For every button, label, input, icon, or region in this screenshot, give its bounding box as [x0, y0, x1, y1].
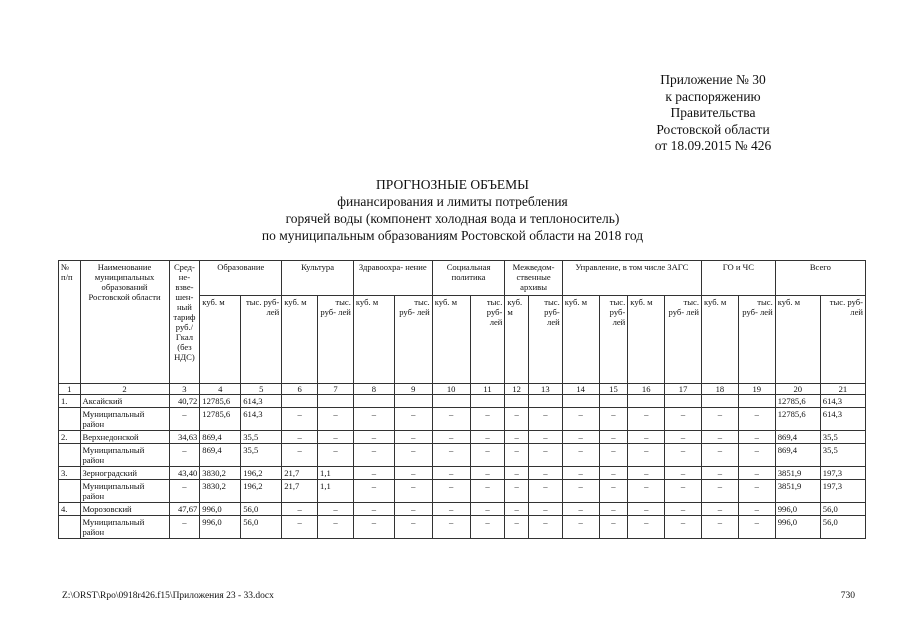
- table-cell: –: [282, 444, 318, 467]
- sub-cub: куб. м: [432, 296, 470, 384]
- row-name: Аксайский: [80, 395, 169, 408]
- table-cell: –: [702, 516, 739, 539]
- table-cell: –: [738, 467, 775, 480]
- table-cell: –: [665, 467, 702, 480]
- table-cell: 869,4: [775, 431, 820, 444]
- table-row: [59, 395, 866, 408]
- table-row: [59, 444, 866, 467]
- table-row: [59, 503, 866, 516]
- row-number: [59, 480, 81, 503]
- table-row: [59, 431, 866, 444]
- table-cell: –: [738, 408, 775, 431]
- table-cell: [528, 395, 562, 408]
- header-group-social: Социальная политика: [432, 261, 505, 296]
- table-cell: 614,3: [241, 395, 282, 408]
- sub-rub: тыс. руб- лей: [738, 296, 775, 384]
- table-cell: –: [702, 480, 739, 503]
- table-cell: –: [470, 431, 505, 444]
- table-cell: 43,40: [169, 467, 200, 480]
- page-number: 730: [840, 591, 855, 601]
- table-cell: 3851,9: [775, 480, 820, 503]
- table-cell: –: [599, 480, 628, 503]
- appendix-line: Правительства: [670, 105, 756, 120]
- table-cell: 47,67: [169, 503, 200, 516]
- column-number: 8: [353, 384, 394, 395]
- header-row: [59, 261, 866, 296]
- table-cell: –: [528, 408, 562, 431]
- table-cell: 996,0: [775, 516, 820, 539]
- sub-cub: куб. м: [775, 296, 820, 384]
- table-cell: –: [432, 480, 470, 503]
- table-cell: 996,0: [200, 503, 241, 516]
- table-cell: 56,0: [241, 516, 282, 539]
- table-cell: –: [738, 431, 775, 444]
- table-cell: –: [282, 408, 318, 431]
- sub-rub: тыс. руб- лей: [599, 296, 628, 384]
- table-cell: 35,5: [820, 444, 865, 467]
- table-cell: –: [282, 516, 318, 539]
- table-cell: –: [169, 516, 200, 539]
- table-cell: 3851,9: [775, 467, 820, 480]
- table-cell: –: [528, 480, 562, 503]
- table-cell: –: [470, 444, 505, 467]
- header-group-culture: Культура: [282, 261, 354, 296]
- table-cell: –: [470, 480, 505, 503]
- table-cell: 614,3: [820, 408, 865, 431]
- column-number: 3: [169, 384, 200, 395]
- table-cell: [562, 395, 599, 408]
- file-path: Z:\ORST\Rpo\0918r426.f15\Приложения 23 - 33.docx: [62, 591, 274, 601]
- table-cell: –: [599, 467, 628, 480]
- appendix-header: [613, 72, 813, 155]
- table-cell: –: [628, 516, 665, 539]
- table-cell: –: [562, 480, 599, 503]
- table-cell: –: [169, 480, 200, 503]
- table-cell: –: [738, 503, 775, 516]
- appendix-line: Ростовской области: [656, 121, 770, 137]
- title-line: по муниципальным образованиям Ростовской области на 2018 год: [261, 228, 644, 243]
- table-cell: –: [394, 444, 432, 467]
- table-cell: [599, 395, 628, 408]
- title-line: ПРОГНОЗНЫЕ ОБЪЕМЫ: [376, 177, 529, 192]
- column-number: 2: [80, 384, 169, 395]
- column-number: 21: [820, 384, 865, 395]
- document-title: [0, 176, 905, 244]
- table-cell: 56,0: [241, 503, 282, 516]
- sub-rub: тыс. руб- лей: [470, 296, 505, 384]
- table-cell: [394, 395, 432, 408]
- table-cell: –: [318, 503, 354, 516]
- column-number: 19: [738, 384, 775, 395]
- table-cell: –: [505, 503, 529, 516]
- sub-rub: тыс. руб- лей: [318, 296, 354, 384]
- table-cell: –: [505, 467, 529, 480]
- appendix-line: от 18.09.2015 № 426: [654, 138, 772, 153]
- table-cell: –: [353, 503, 394, 516]
- table-cell: –: [665, 444, 702, 467]
- table-cell: –: [394, 408, 432, 431]
- table-cell: –: [394, 467, 432, 480]
- table-cell: –: [318, 444, 354, 467]
- column-number: 11: [470, 384, 505, 395]
- table-cell: –: [282, 431, 318, 444]
- column-number: 13: [528, 384, 562, 395]
- table-cell: –: [665, 516, 702, 539]
- table-cell: –: [169, 408, 200, 431]
- table-cell: 869,4: [775, 444, 820, 467]
- column-number: 20: [775, 384, 820, 395]
- table-cell: –: [318, 431, 354, 444]
- table-cell: –: [432, 444, 470, 467]
- table-row: [59, 467, 866, 480]
- table-body: [59, 395, 866, 539]
- table-cell: –: [528, 467, 562, 480]
- column-number: 4: [200, 384, 241, 395]
- header-group-total: Всего: [775, 261, 865, 296]
- table-cell: –: [432, 467, 470, 480]
- table-cell: –: [599, 408, 628, 431]
- sub-rub: тыс. руб- лей: [528, 296, 562, 384]
- header-num: № п/п: [59, 261, 81, 384]
- row-name: Морозовский: [80, 503, 169, 516]
- appendix-line: к распоряжению: [665, 88, 761, 104]
- table-cell: 996,0: [200, 516, 241, 539]
- table-cell: 197,3: [820, 467, 865, 480]
- table-cell: –: [282, 503, 318, 516]
- column-number: 6: [282, 384, 318, 395]
- header-group-archives: Межведом- ственные архивы: [505, 261, 562, 296]
- table-cell: –: [562, 408, 599, 431]
- sub-cub: куб. м: [200, 296, 241, 384]
- volumes-table: [58, 260, 866, 539]
- sub-rub: тыс. руб- лей: [394, 296, 432, 384]
- column-number: 10: [432, 384, 470, 395]
- row-number: [59, 444, 81, 467]
- table-cell: –: [599, 431, 628, 444]
- table-cell: 196,2: [241, 480, 282, 503]
- column-number: 17: [665, 384, 702, 395]
- row-name: Верхнедонской: [80, 431, 169, 444]
- table-cell: –: [702, 444, 739, 467]
- table-cell: 35,5: [241, 444, 282, 467]
- table-cell: –: [353, 467, 394, 480]
- table-cell: 34,63: [169, 431, 200, 444]
- table-cell: [665, 395, 702, 408]
- table-cell: 40,72: [169, 395, 200, 408]
- table-cell: –: [738, 444, 775, 467]
- sub-rub: тыс. руб- лей: [241, 296, 282, 384]
- title-line: горячей воды (компонент холодная вода и теплоноситель): [285, 211, 620, 226]
- header-group-civil-defense: ГО и ЧС: [702, 261, 776, 296]
- table-cell: [702, 395, 739, 408]
- table-cell: –: [470, 408, 505, 431]
- table-cell: 3830,2: [200, 480, 241, 503]
- table-row: [59, 408, 866, 431]
- table-cell: –: [432, 408, 470, 431]
- table-cell: [318, 395, 354, 408]
- table-cell: –: [169, 444, 200, 467]
- table-cell: –: [470, 503, 505, 516]
- table-cell: –: [353, 408, 394, 431]
- column-number: 15: [599, 384, 628, 395]
- table-cell: 197,3: [820, 480, 865, 503]
- table-cell: –: [528, 516, 562, 539]
- header-tariff: Сред- не- взве- шен- ный тариф руб./ Гкал (без НДС): [169, 261, 200, 384]
- sub-cub: куб. м: [562, 296, 599, 384]
- row-name: Муниципальный район: [80, 516, 169, 539]
- table-cell: –: [562, 431, 599, 444]
- row-number: 3.: [59, 467, 81, 480]
- table-cell: –: [432, 516, 470, 539]
- column-numbers-row: [59, 384, 866, 395]
- table-cell: –: [738, 516, 775, 539]
- table-cell: –: [353, 431, 394, 444]
- column-number: 18: [702, 384, 739, 395]
- table-cell: –: [628, 467, 665, 480]
- column-number: 16: [628, 384, 665, 395]
- table-cell: [432, 395, 470, 408]
- table-cell: –: [702, 503, 739, 516]
- column-number: 9: [394, 384, 432, 395]
- row-number: 4.: [59, 503, 81, 516]
- row-name: Муниципальный район: [80, 480, 169, 503]
- sub-cub: куб. м: [505, 296, 529, 384]
- column-number: 5: [241, 384, 282, 395]
- table-cell: –: [628, 503, 665, 516]
- table-cell: –: [528, 444, 562, 467]
- table-cell: –: [353, 480, 394, 503]
- table-cell: 1,1: [318, 467, 354, 480]
- table-cell: –: [505, 516, 529, 539]
- title-line: финансирования и лимиты потребления: [337, 194, 568, 209]
- table-cell: –: [353, 444, 394, 467]
- sub-rub: тыс. руб- лей: [665, 296, 702, 384]
- sub-cub: куб. м: [282, 296, 318, 384]
- sub-cub: куб. м: [628, 296, 665, 384]
- table-cell: –: [394, 516, 432, 539]
- table-cell: –: [665, 503, 702, 516]
- table-cell: –: [628, 444, 665, 467]
- table-cell: –: [665, 408, 702, 431]
- table-cell: –: [394, 503, 432, 516]
- table-cell: –: [505, 431, 529, 444]
- table-cell: –: [702, 408, 739, 431]
- row-number: [59, 516, 81, 539]
- table-cell: –: [665, 431, 702, 444]
- table-cell: –: [599, 516, 628, 539]
- table-cell: 21,7: [282, 467, 318, 480]
- table-cell: [282, 395, 318, 408]
- table-cell: –: [628, 408, 665, 431]
- table-cell: 196,2: [241, 467, 282, 480]
- table-cell: [505, 395, 529, 408]
- table-cell: –: [505, 480, 529, 503]
- table-cell: 614,3: [820, 395, 865, 408]
- table-cell: –: [432, 431, 470, 444]
- row-number: 2.: [59, 431, 81, 444]
- table-cell: –: [562, 516, 599, 539]
- table-cell: 996,0: [775, 503, 820, 516]
- column-number: 14: [562, 384, 599, 395]
- table-cell: –: [562, 503, 599, 516]
- table-cell: –: [394, 480, 432, 503]
- table-cell: –: [628, 480, 665, 503]
- row-name: Муниципальный район: [80, 444, 169, 467]
- table-cell: 869,4: [200, 444, 241, 467]
- table-cell: –: [599, 503, 628, 516]
- table-cell: –: [562, 467, 599, 480]
- header-name: Наименование муниципальных образований Ростовской области: [80, 261, 169, 384]
- column-number: 12: [505, 384, 529, 395]
- table-cell: [470, 395, 505, 408]
- column-number: 7: [318, 384, 354, 395]
- table-cell: –: [432, 503, 470, 516]
- table-cell: 614,3: [241, 408, 282, 431]
- table-cell: –: [470, 467, 505, 480]
- column-number: 1: [59, 384, 81, 395]
- row-number: [59, 408, 81, 431]
- row-number: 1.: [59, 395, 81, 408]
- table-cell: [353, 395, 394, 408]
- sub-cub: куб. м: [353, 296, 394, 384]
- table-cell: –: [318, 408, 354, 431]
- table-cell: 56,0: [820, 503, 865, 516]
- table-cell: 35,5: [241, 431, 282, 444]
- table-cell: –: [505, 444, 529, 467]
- table-cell: –: [528, 431, 562, 444]
- table-cell: [628, 395, 665, 408]
- table-cell: 1,1: [318, 480, 354, 503]
- table-cell: –: [702, 431, 739, 444]
- table-cell: –: [628, 431, 665, 444]
- table-cell: 12785,6: [775, 395, 820, 408]
- appendix-line: Приложение № 30: [660, 72, 766, 87]
- table-cell: –: [702, 467, 739, 480]
- header-group-health: Здравоохра- нение: [353, 261, 432, 296]
- table-cell: –: [394, 431, 432, 444]
- sub-rub: тыс. руб- лей: [820, 296, 865, 384]
- row-name: Зерноградский: [80, 467, 169, 480]
- table-cell: 56,0: [820, 516, 865, 539]
- header-group-management: Управление, в том числе ЗАГС: [562, 261, 701, 296]
- header-group-education: Образование: [200, 261, 282, 296]
- table-cell: –: [353, 516, 394, 539]
- table-cell: 12785,6: [200, 395, 241, 408]
- table-cell: –: [599, 444, 628, 467]
- table-cell: 869,4: [200, 431, 241, 444]
- table-cell: –: [665, 480, 702, 503]
- row-name: Муниципальный район: [80, 408, 169, 431]
- sub-cub: куб. м: [702, 296, 739, 384]
- table-cell: –: [738, 480, 775, 503]
- table-cell: –: [470, 516, 505, 539]
- table-cell: –: [528, 503, 562, 516]
- table-cell: [738, 395, 775, 408]
- table-cell: 3830,2: [200, 467, 241, 480]
- table-row: [59, 516, 866, 539]
- table-cell: 21,7: [282, 480, 318, 503]
- table-cell: –: [505, 408, 529, 431]
- table-cell: 35,5: [820, 431, 865, 444]
- table-cell: –: [318, 516, 354, 539]
- table-cell: 12785,6: [200, 408, 241, 431]
- table-row: [59, 480, 866, 503]
- table-cell: 12785,6: [775, 408, 820, 431]
- table-cell: –: [562, 444, 599, 467]
